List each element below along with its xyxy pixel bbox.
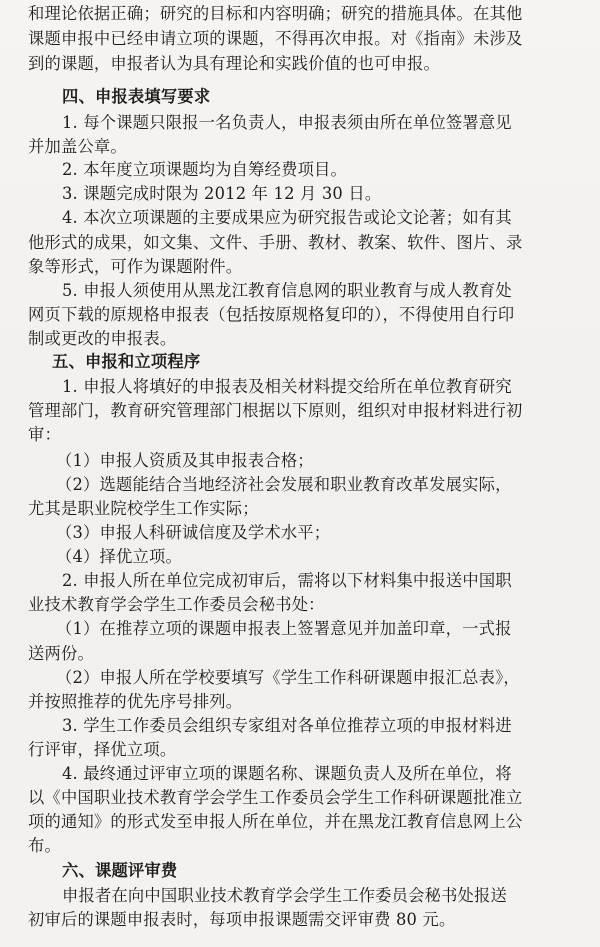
text-line: （1）在推荐立项的课题申报表上签署意见并加盖印章，一式报 [56,619,512,638]
text-line: 3. 课题完成时限为 2012 年 12 月 30 日。 [62,184,382,203]
text-line: 2. 申报人所在单位完成初审后，需将以下材料集中报送中国职 [62,571,512,590]
text-line: 管理部门，教育研究管理部门根据以下原则，组织对申报材料进行初 [28,401,523,420]
text-line: 1. 每个课题只限报一名负责人，申报表须由所在单位签署意见 [62,113,512,132]
text-line: 他形式的成果，如文集、文件、手册、教材、教案、软件、图片、录 [28,233,523,252]
text-line: 业技术教育学会学生工作委员会秘书处： [28,595,325,614]
section-heading: 四、申报表填写要求 [62,87,211,106]
text-line: （2）申报人所在学校要填写《学生工作科研课题申报汇总表》， [56,668,520,687]
text-line: （3）申报人科研诚信度及学术水平； [56,523,331,542]
text-line: （4）择优立项。 [56,547,182,566]
text-line: 5. 申报人须使用从黑龙江教育信息网的职业教育与成人教育处 [62,281,512,300]
text-line: 以《中国职业技术教育学会学生工作委员会学生工作科研课题批准立 [28,788,523,807]
text-line: （2）选题能结合当地经济社会发展和职业教育改革发展实际， [56,475,512,494]
text-line: 并按照推荐的优先序号排列。 [28,692,243,711]
section-heading: 六、课题评审费 [62,861,178,880]
text-line: 和理论依据正确；研究的目标和内容明确；研究的措施具体。在其他 [28,4,523,23]
text-line: 象等形式，可作为课题附件。 [28,257,243,276]
text-line: 申报者在向中国职业技术教育学会学生工作委员会秘书处报送 [62,886,507,905]
text-line: 3. 学生工作委员会组织专家组对各单位推荐立项的申报材料进 [62,716,512,735]
text-line: 2. 本年度立项课题均为自筹经费项目。 [62,160,348,179]
text-line: 4. 最终通过评审立项的课题名称、课题负责人及所在单位，将 [62,764,512,783]
section-heading: 五、申报和立项程序 [52,352,201,371]
text-line: 送两份。 [28,644,94,663]
text-line: 课题申报中已经申请立项的课题，不得再次申报。对《指南》未涉及 [28,29,523,48]
text-line: 1. 申报人将填好的申报表及相关材料提交给所在单位教育研究 [62,377,512,396]
text-line: （1）申报人资质及其申报表合格； [56,451,314,470]
text-line: 到的课题，申报者认为具有理论和实践价值的也可申报。 [28,54,441,73]
text-line: 尤其是职业院校学生工作实际； [28,499,259,518]
text-line: 并加盖公章。 [28,137,127,156]
text-line: 项的通知》的形式发至申报人所在单位，并在黑龙江教育信息网上公 [28,812,523,831]
text-line: 制或更改的申报表。 [28,329,177,348]
text-line: 布。 [28,836,61,855]
text-line: 初审后的课题申报表时，每项申报课题需交评审费 80 元。 [28,910,456,929]
text-line: 网页下载的原规格申报表（包括按原规格复印的），不得使用自行印 [28,305,515,324]
text-line: 4. 本次立项课题的主要成果应为研究报告或论文论著；如有其 [62,208,512,227]
text-line: 审： [28,425,61,444]
text-line: 行评审，择优立项。 [28,740,177,759]
